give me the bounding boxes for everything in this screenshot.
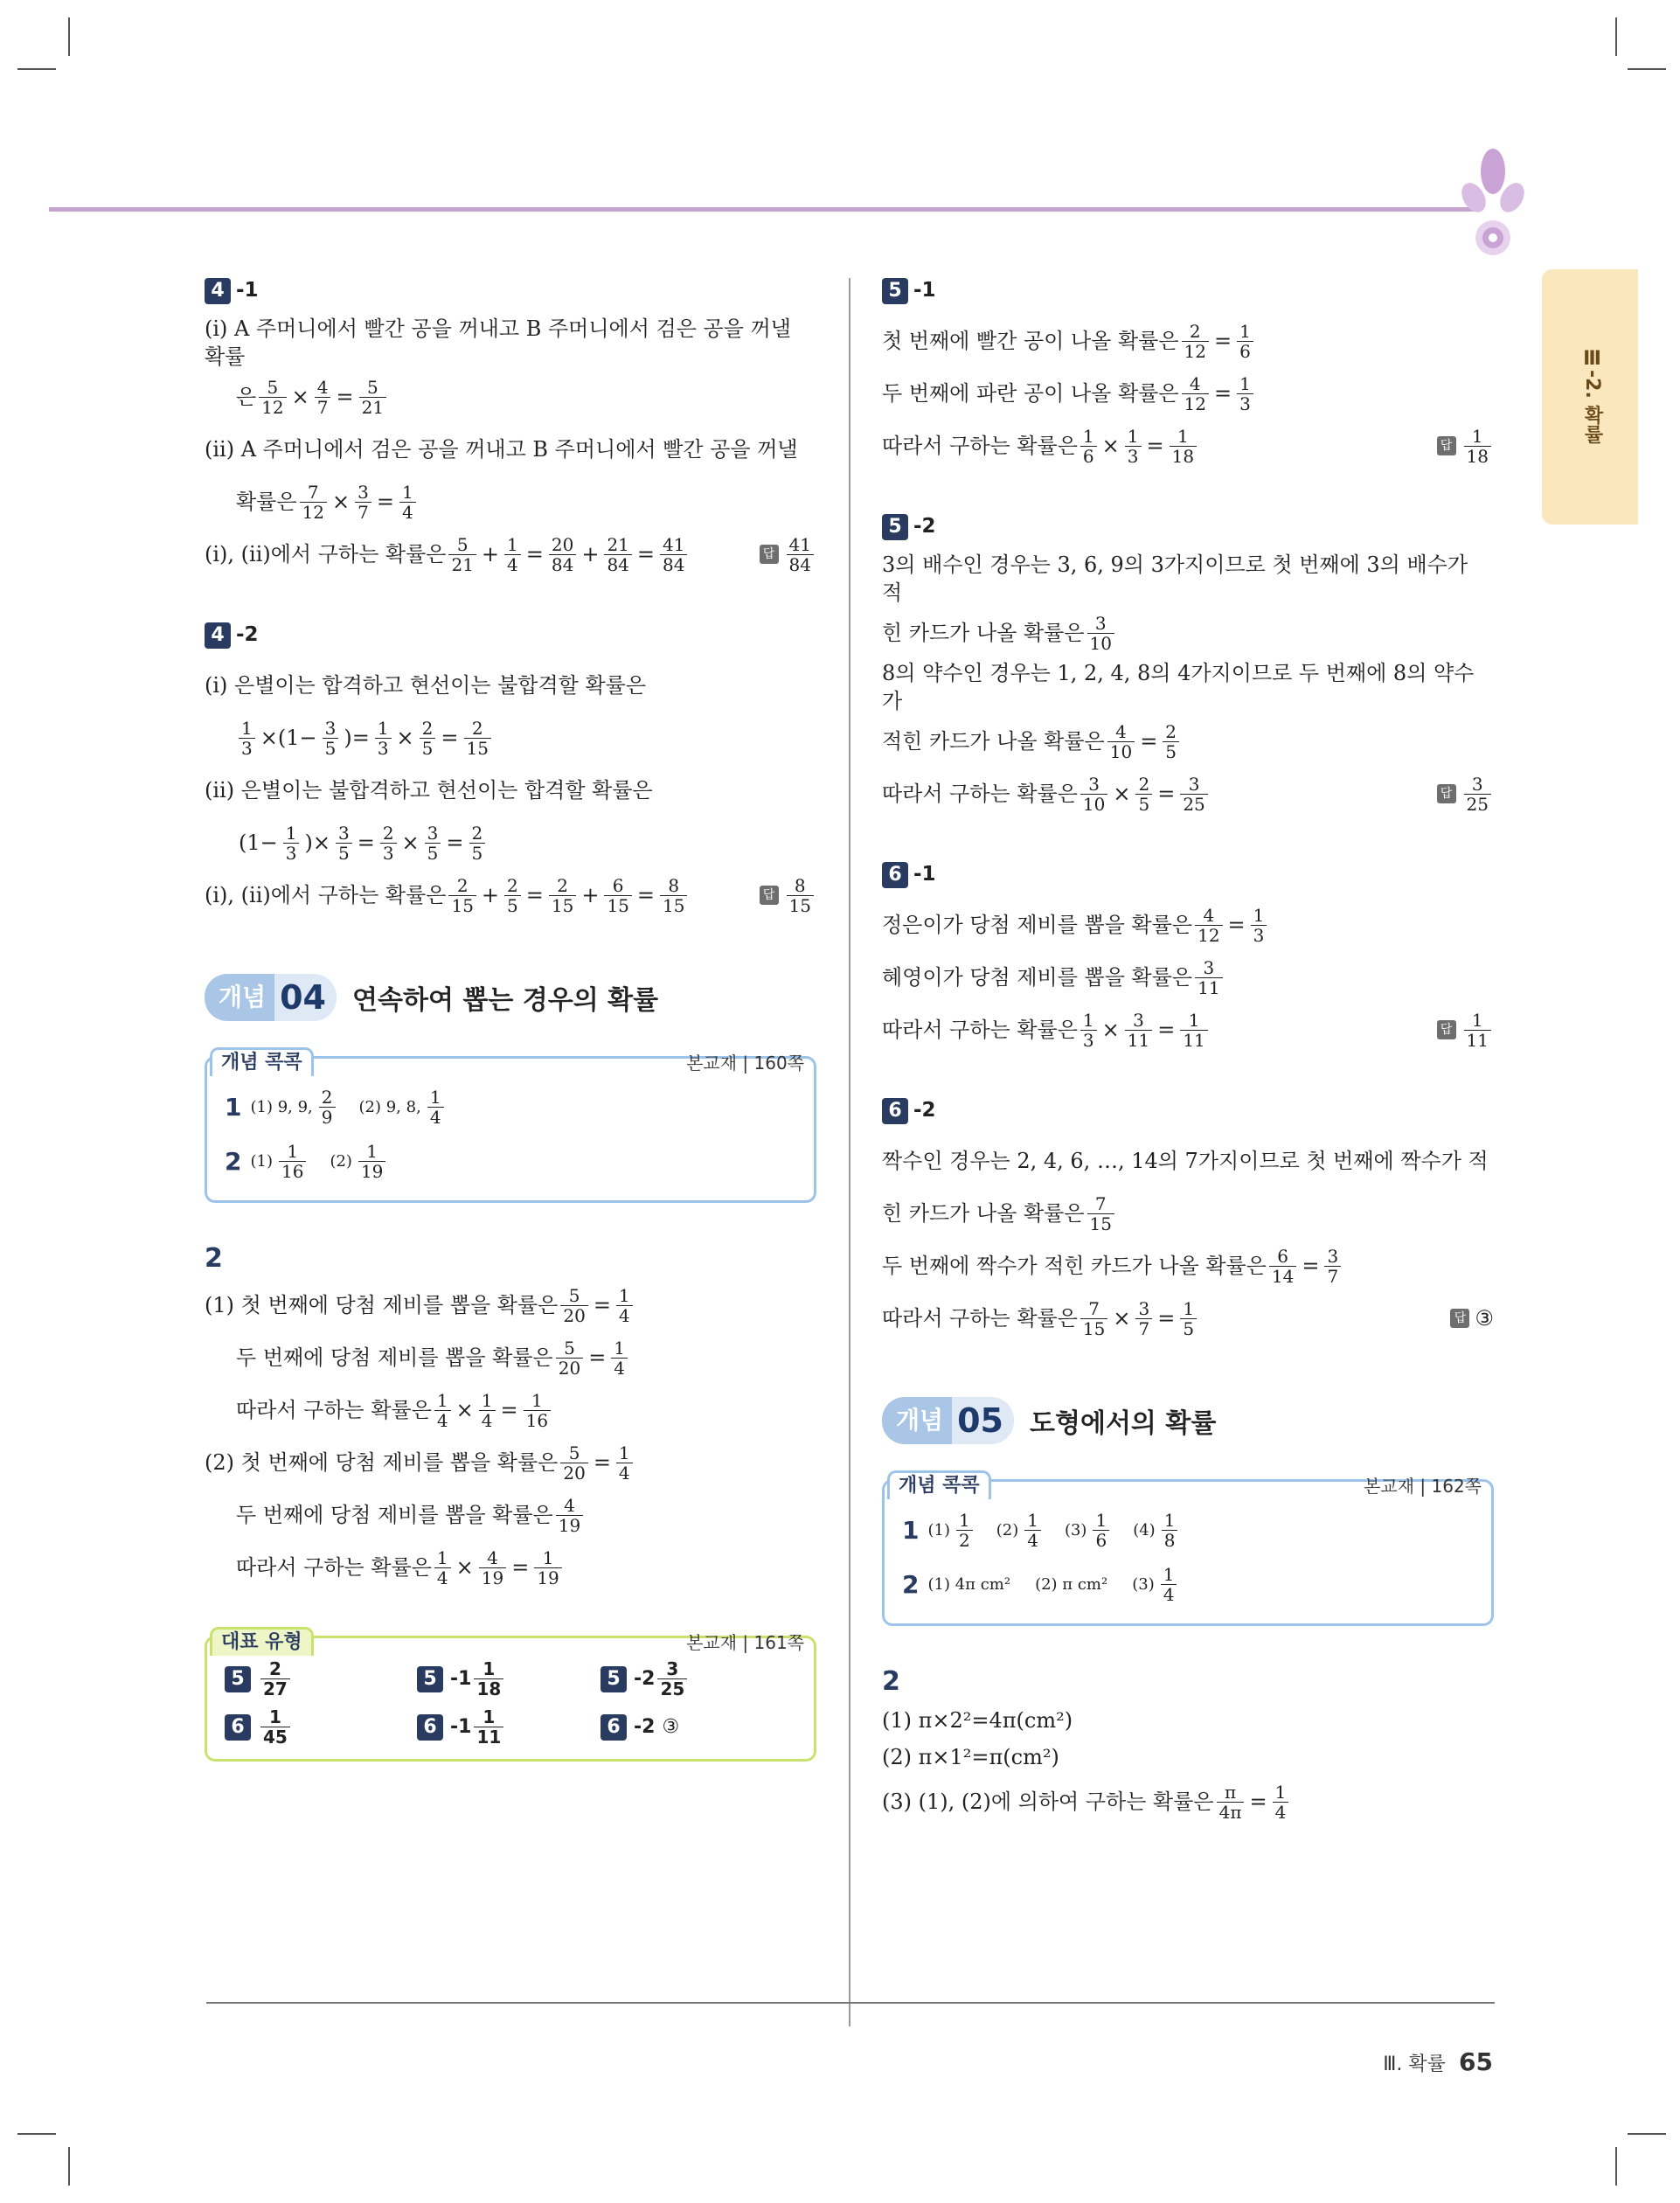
item-text: (1) bbox=[927, 1520, 950, 1539]
fraction: $\frac{8}{15}$ bbox=[660, 876, 687, 915]
text: (2) 첫 번째에 당첨 제비를 뽑을 확률은 bbox=[205, 1450, 559, 1475]
text-line bbox=[205, 659, 816, 712]
text: 적힌 카드가 나올 확률은 bbox=[882, 729, 1105, 754]
badge: 5 bbox=[417, 1666, 443, 1692]
fraction: $\frac{2}{5}$ bbox=[504, 876, 521, 915]
right-column bbox=[882, 278, 1494, 1870]
box-body bbox=[205, 1056, 816, 1203]
text: (ⅱ) 은별이는 불합격하고 현선이는 합격할 확률은 bbox=[205, 778, 653, 803]
concept-header-04 bbox=[205, 974, 816, 1021]
fraction: 5 21 bbox=[448, 535, 476, 574]
text: 따라서 구하는 확률은 bbox=[882, 1018, 1078, 1042]
box-row bbox=[225, 1134, 796, 1188]
box-reference: 본교재 | 161쪽 bbox=[686, 1632, 804, 1653]
concept-number: 04 bbox=[274, 974, 337, 1021]
problem-heading bbox=[882, 1098, 1494, 1128]
fraction: $\frac{7}{12}$ bbox=[300, 483, 327, 522]
text-line: 힌 카드가 나올 확률은 7 15 bbox=[882, 1187, 1494, 1240]
item-text: (4) bbox=[1133, 1520, 1156, 1539]
badge: 6 bbox=[600, 1714, 627, 1741]
text-line bbox=[882, 1702, 1494, 1739]
fraction: $\frac{4}{7}$ bbox=[315, 378, 331, 417]
text-line: 따라서 구하는 확률은 $\frac{1}{3}$ × $\frac{3}{11}$ = $\frac{1}{11}$ 답 1 11 bbox=[882, 1004, 1494, 1056]
text-line bbox=[205, 423, 816, 476]
text-line: (1) 첫 번째에 당첨 제비를 뽑을 확률은 $\frac{5}{20}$ = $\frac{1}{4}$ bbox=[205, 1279, 816, 1331]
box-row bbox=[902, 1503, 1474, 1557]
box-reference: 본교재 | 162쪽 bbox=[1364, 1476, 1482, 1497]
concept-label: 개념 bbox=[882, 1397, 952, 1444]
text-line: 두 번째에 짝수가 적힌 카드가 나올 확률은 $\frac{6}{14}$ = $\frac{3}{7}$ bbox=[882, 1240, 1494, 1292]
fraction: 2 15 bbox=[448, 876, 476, 915]
answer: 답 1 11 bbox=[1437, 1011, 1494, 1050]
problem-heading bbox=[882, 278, 1494, 308]
page-footer bbox=[1383, 2047, 1493, 2076]
answer-mark-icon: 답 bbox=[1450, 1309, 1469, 1328]
text: 8의 약수인 경우는 1, 2, 4, 8의 4가지이므로 두 번째에 8의 약수가 bbox=[882, 661, 1475, 713]
text: 은 bbox=[236, 385, 257, 409]
representative-type-box bbox=[205, 1631, 816, 1762]
fraction: $\frac{3}{5}$ bbox=[425, 824, 441, 863]
page-number: 65 bbox=[1459, 2047, 1493, 2076]
answer: 답 41 84 bbox=[760, 535, 816, 574]
text-line: $\frac{1}{3}$ ×(1− $\frac{3}{5}$ )= $\frac{1}{3}$ × $\frac{2}{5}$ = $\frac{2}{15}$ bbox=[205, 712, 816, 764]
fraction: $\frac{2}{5}$ bbox=[469, 824, 486, 863]
row-number: 1 bbox=[225, 1092, 242, 1122]
concept-check-box bbox=[205, 1052, 816, 1203]
answer: 답 3 25 bbox=[1437, 775, 1494, 814]
problem-2-right bbox=[882, 1666, 1494, 1828]
grid-cell: 5 -1 1 18 bbox=[417, 1659, 600, 1699]
problem-heading bbox=[205, 278, 816, 308]
item-text: (3) bbox=[1132, 1574, 1155, 1594]
text-line: 두 번째에 당첨 제비를 뽑을 확률은 4 19 bbox=[205, 1489, 816, 1541]
footer-rule bbox=[206, 2002, 1495, 2004]
answer: 답 8 15 bbox=[760, 876, 816, 915]
item: (2) 1 4 bbox=[996, 1511, 1044, 1550]
text: (1) 첫 번째에 당첨 제비를 뽑을 확률은 bbox=[205, 1293, 559, 1317]
item-text: (1) bbox=[250, 1151, 273, 1171]
item: (2) 9, 8, 1 4 bbox=[359, 1088, 447, 1127]
problem-5-1 bbox=[882, 278, 1494, 472]
flower-ornament-icon bbox=[1453, 140, 1531, 271]
text-line: 혜영이가 당첨 제비를 뽑을 확률은 3 11 bbox=[882, 951, 1494, 1004]
item bbox=[1035, 1575, 1111, 1594]
text: 짝수인 경우는 2, 4, 6, …, 14의 7가지이므로 첫 번째에 짝수가 적 bbox=[882, 1149, 1489, 1173]
problem-badge: 4 bbox=[205, 622, 231, 649]
text-line: 따라서 구하는 확률은 $\frac{1}{4}$ × $\frac{4}{19}$ = $\frac{1}{19}$ bbox=[205, 1541, 816, 1594]
grid-cell bbox=[600, 1707, 775, 1747]
problem-sub: -1 bbox=[236, 279, 259, 302]
problem-6-1 bbox=[882, 862, 1494, 1056]
problem-5-2 bbox=[882, 514, 1494, 820]
text: 첫 번째에 빨간 공이 나올 확률은 bbox=[882, 329, 1179, 353]
item-text: (2) π cm² bbox=[1035, 1574, 1108, 1594]
answer-value: ③ bbox=[1475, 1306, 1494, 1331]
problem-sub: -1 bbox=[913, 863, 936, 886]
text-line bbox=[882, 1739, 1494, 1776]
item: (1) 9, 9, 2 9 bbox=[250, 1088, 337, 1127]
text: (ⅰ) A 주머니에서 빨간 공을 꺼내고 B 주머니에서 검은 공을 꺼낼 확률 bbox=[205, 316, 791, 369]
fraction: $\frac{1}{4}$ bbox=[399, 483, 416, 522]
concept-check-box bbox=[882, 1475, 1494, 1626]
text: (3) (1), (2)에 의하여 구하는 확률은 bbox=[882, 1790, 1214, 1814]
crop-mark bbox=[1615, 2147, 1617, 2186]
fraction: $\frac{5}{12}$ bbox=[259, 378, 286, 417]
sub: -1 bbox=[450, 1716, 472, 1738]
badge: 5 bbox=[225, 1666, 251, 1692]
text-line: 은 $\frac{5}{12}$ × $\frac{4}{7}$ = $\frac{5}{21}$ bbox=[205, 371, 816, 423]
problem-badge: 4 bbox=[205, 278, 231, 304]
concept-number: 05 bbox=[952, 1397, 1014, 1444]
text-line: 두 번째에 파란 공이 나올 확률은 $\frac{4}{12}$ = $\frac{1}{3}$ bbox=[882, 367, 1494, 420]
text-line bbox=[205, 315, 816, 371]
concept-label: 개념 bbox=[205, 974, 274, 1021]
item-text: (1) 4π cm² bbox=[927, 1574, 1011, 1594]
text: 두 번째에 파란 공이 나올 확률은 bbox=[882, 381, 1179, 406]
text: 두 번째에 짝수가 적힌 카드가 나올 확률은 bbox=[882, 1254, 1267, 1278]
fraction: $\frac{6}{15}$ bbox=[604, 876, 631, 915]
problem-badge: 5 bbox=[882, 514, 908, 540]
answer: 답 1 18 bbox=[1437, 427, 1494, 466]
crop-mark bbox=[1615, 17, 1617, 56]
fraction: $\frac{1}{3}$ bbox=[375, 719, 392, 758]
text-line: (3) (1), (2)에 의하여 구하는 확률은 $\frac{\pi}{4\pi}$ = $\frac{1}{4}$ bbox=[882, 1776, 1494, 1828]
answer bbox=[1450, 1304, 1494, 1332]
text-line: (ⅰ), (ⅱ)에서 구하는 확률은 2 15 + $\frac{2}{5}$ = $\frac{2}{15}$ + $\frac{6}{15}$ = $\frac{8}{15}$ 답 8 15 bbox=[205, 869, 816, 921]
footer-section: Ⅲ. 확률 bbox=[1383, 2054, 1446, 2075]
concept-title: 연속하여 뽑는 경우의 확률 bbox=[352, 985, 659, 1016]
item-text: (2) bbox=[330, 1151, 352, 1171]
crop-mark bbox=[1628, 2133, 1666, 2135]
text-line: 첫 번째에 빨간 공이 나올 확률은 $\frac{2}{12}$ = $\frac{1}{6}$ bbox=[882, 315, 1494, 367]
crop-mark bbox=[1628, 68, 1666, 70]
chapter-side-tab bbox=[1542, 269, 1638, 525]
fraction: $\frac{20}{84}$ bbox=[549, 535, 576, 574]
left-column bbox=[205, 278, 816, 1802]
item: (3) 1 6 bbox=[1065, 1511, 1112, 1550]
text-line: 두 번째에 당첨 제비를 뽑을 확률은 $\frac{5}{20}$ = $\frac{1}{4}$ bbox=[205, 1331, 816, 1384]
fraction: $\frac{5}{21}$ bbox=[359, 378, 386, 417]
grid-cell: 5 2 27 bbox=[225, 1659, 417, 1699]
text: (1) π×2²=4π(cm²) bbox=[882, 1708, 1073, 1733]
box-label: 대표 유형 bbox=[210, 1627, 314, 1656]
row-number: 1 bbox=[902, 1515, 920, 1545]
problem-sub: -2 bbox=[913, 515, 936, 538]
badge: 5 bbox=[600, 1666, 627, 1692]
text: 확률은 bbox=[236, 490, 297, 514]
badge: 6 bbox=[417, 1714, 443, 1741]
header-rule bbox=[49, 207, 1474, 212]
text-line: 따라서 구하는 확률은 $\frac{1}{4}$ × $\frac{1}{4}$ = $\frac{1}{16}$ bbox=[205, 1384, 816, 1436]
text: 힌 카드가 나올 확률은 bbox=[882, 621, 1085, 645]
crop-mark bbox=[68, 2147, 70, 2186]
box-row bbox=[225, 1080, 796, 1134]
row-number: 2 bbox=[902, 1569, 920, 1599]
problem-badge: 5 bbox=[882, 278, 908, 304]
item: (1) 1 2 bbox=[927, 1511, 975, 1550]
section-number: 2 bbox=[882, 1666, 900, 1697]
text: (ⅰ) 은별이는 합격하고 현선이는 불합격할 확률은 bbox=[205, 673, 647, 698]
text: 따라서 구하는 확률은 bbox=[882, 434, 1078, 458]
text-line: 따라서 구하는 확률은 $\frac{1}{6}$ × $\frac{1}{3}$ = $\frac{1}{18}$ 답 1 18 bbox=[882, 420, 1494, 472]
item: (2) 1 19 bbox=[330, 1142, 388, 1181]
sub: -2 bbox=[634, 1716, 656, 1738]
badge: 6 bbox=[225, 1714, 251, 1741]
problem-6-2 bbox=[882, 1098, 1494, 1345]
problem-sub: -2 bbox=[913, 1099, 936, 1122]
text: 두 번째에 당첨 제비를 뽑을 확률은 bbox=[236, 1503, 553, 1527]
sub: -2 bbox=[634, 1668, 656, 1690]
box-reference: 본교재 | 160쪽 bbox=[686, 1053, 804, 1074]
value: ③ bbox=[662, 1716, 680, 1738]
crop-mark bbox=[17, 2133, 56, 2135]
fraction: $\frac{41}{84}$ bbox=[660, 535, 687, 574]
answer-mark-icon: 답 bbox=[760, 886, 779, 905]
problem-4-2 bbox=[205, 622, 816, 921]
text-line bbox=[882, 1135, 1494, 1187]
text: 정은이가 당첨 제비를 뽑을 확률은 bbox=[882, 913, 1193, 937]
answer-mark-icon: 답 bbox=[760, 545, 779, 564]
text-line: 적힌 카드가 나올 확률은 $\frac{4}{10}$ = $\frac{2}{5}$ bbox=[882, 715, 1494, 768]
problem-sub: -1 bbox=[913, 279, 936, 302]
section-number: 2 bbox=[205, 1243, 223, 1274]
problem-badge: 6 bbox=[882, 862, 908, 888]
item-text: (3) bbox=[1064, 1520, 1087, 1539]
text: 힌 카드가 나올 확률은 bbox=[882, 1201, 1085, 1226]
item-text: (1) 9, 9, bbox=[250, 1097, 313, 1116]
text-line: 따라서 구하는 확률은 $\frac{3}{10}$ × $\frac{2}{5}$ = $\frac{3}{25}$ 답 3 25 bbox=[882, 768, 1494, 820]
concept-header-05 bbox=[882, 1397, 1494, 1444]
fraction: $\frac{2}{15}$ bbox=[464, 719, 491, 758]
item: (1) 1 16 bbox=[250, 1142, 309, 1181]
concept-title: 도형에서의 확률 bbox=[1030, 1408, 1217, 1439]
grid-cell: 6 1 45 bbox=[225, 1707, 417, 1747]
text-line bbox=[882, 551, 1494, 607]
item: (3) 1 4 bbox=[1132, 1565, 1179, 1604]
problem-badge: 6 bbox=[882, 1098, 908, 1124]
fraction: $\frac{1}{3}$ bbox=[239, 719, 255, 758]
text-line: 정은이가 당첨 제비를 뽑을 확률은 $\frac{4}{12}$ = $\frac{1}{3}$ bbox=[882, 899, 1494, 951]
grid-cell: 6 -1 1 11 bbox=[417, 1707, 600, 1747]
answer-mark-icon: 답 bbox=[1437, 436, 1456, 455]
text: 두 번째에 당첨 제비를 뽑을 확률은 bbox=[236, 1345, 553, 1370]
answer-grid bbox=[225, 1659, 796, 1747]
text: (ⅰ), (ⅱ)에서 구하는 확률은 bbox=[205, 883, 447, 907]
crop-mark bbox=[17, 68, 56, 70]
fraction: $\frac{2}{3}$ bbox=[380, 824, 397, 863]
text-line bbox=[205, 764, 816, 817]
box-label: 개념 콕콕 bbox=[210, 1047, 314, 1076]
text-line: 따라서 구하는 확률은 $\frac{7}{15}$ × $\frac{3}{7}$ = $\frac{1}{5}$ 답 ③ bbox=[882, 1297, 1494, 1339]
box-label: 개념 콕콕 bbox=[887, 1470, 991, 1499]
problem-heading bbox=[882, 514, 1494, 544]
item bbox=[927, 1575, 1014, 1594]
fraction: $\frac{3}{5}$ bbox=[323, 719, 339, 758]
text-line: (1− $\frac{1}{3}$ )× $\frac{3}{5}$ = $\frac{2}{3}$ × $\frac{3}{5}$ = $\frac{2}{5}$ bbox=[205, 817, 816, 869]
fraction: $\frac{21}{84}$ bbox=[604, 535, 631, 574]
fraction: $\frac{3}{5}$ bbox=[336, 824, 352, 863]
fraction: $\frac{2}{5}$ bbox=[420, 719, 436, 758]
item-text: (2) bbox=[996, 1520, 1019, 1539]
text: (2) π×1²=π(cm²) bbox=[882, 1745, 1059, 1769]
fraction: $\frac{3}{7}$ bbox=[355, 483, 371, 522]
item-text: (2) 9, 8, bbox=[358, 1097, 421, 1116]
problem-sub: -2 bbox=[236, 623, 259, 646]
text-line: 확률은 $\frac{7}{12}$ × $\frac{3}{7}$ = $\frac{1}{4}$ bbox=[205, 476, 816, 528]
sub: -1 bbox=[450, 1668, 472, 1690]
box-row bbox=[902, 1557, 1474, 1611]
text: 따라서 구하는 확률은 bbox=[882, 782, 1078, 806]
grid-cell: 5 -2 3 25 bbox=[600, 1659, 775, 1699]
text: 3의 배수인 경우는 3, 6, 9의 3가지이므로 첫 번째에 3의 배수가 적 bbox=[882, 552, 1468, 605]
answer-mark-icon: 답 bbox=[1437, 1020, 1456, 1039]
text: (ⅰ), (ⅱ)에서 구하는 확률은 bbox=[205, 542, 447, 566]
text-line: (ⅰ), (ⅱ)에서 구하는 확률은 5 21 + $\frac{1}{4}$ = $\frac{20}{84}$ + $\frac{21}{84}$ = $\frac{41}{84}$ 답 41 84 bbox=[205, 528, 816, 580]
text: 혜영이가 당첨 제비를 뽑을 확률은 bbox=[882, 965, 1193, 990]
item: (4) 1 8 bbox=[1133, 1511, 1180, 1550]
crop-mark bbox=[68, 17, 70, 56]
fraction: $\frac{1}{3}$ bbox=[283, 824, 300, 863]
side-tab-label: Ⅲ-2. 확률 bbox=[1581, 348, 1603, 444]
text: 따라서 구하는 확률은 bbox=[236, 1555, 432, 1580]
text: (ⅱ) A 주머니에서 검은 공을 꺼내고 B 주머니에서 빨간 공을 꺼낼 bbox=[205, 437, 798, 462]
problem-heading bbox=[882, 862, 1494, 892]
fraction: $\frac{1}{4}$ bbox=[504, 535, 521, 574]
problem-2 bbox=[205, 1243, 816, 1594]
answer-mark-icon: 답 bbox=[1437, 784, 1456, 803]
problem-4-1 bbox=[205, 278, 816, 580]
column-divider bbox=[849, 278, 850, 2026]
row-number: 2 bbox=[225, 1146, 242, 1176]
text: 따라서 구하는 확률은 bbox=[236, 1398, 432, 1422]
text: 따라서 구하는 확률은 bbox=[882, 1306, 1078, 1331]
problem-heading bbox=[205, 622, 816, 652]
box-body bbox=[882, 1479, 1494, 1626]
text-line: (2) 첫 번째에 당첨 제비를 뽑을 확률은 $\frac{5}{20}$ = $\frac{1}{4}$ bbox=[205, 1436, 816, 1489]
fraction: $\frac{2}{15}$ bbox=[549, 876, 576, 915]
text-line: 힌 카드가 나올 확률은 3 10 bbox=[882, 607, 1494, 659]
text-line bbox=[882, 659, 1494, 715]
